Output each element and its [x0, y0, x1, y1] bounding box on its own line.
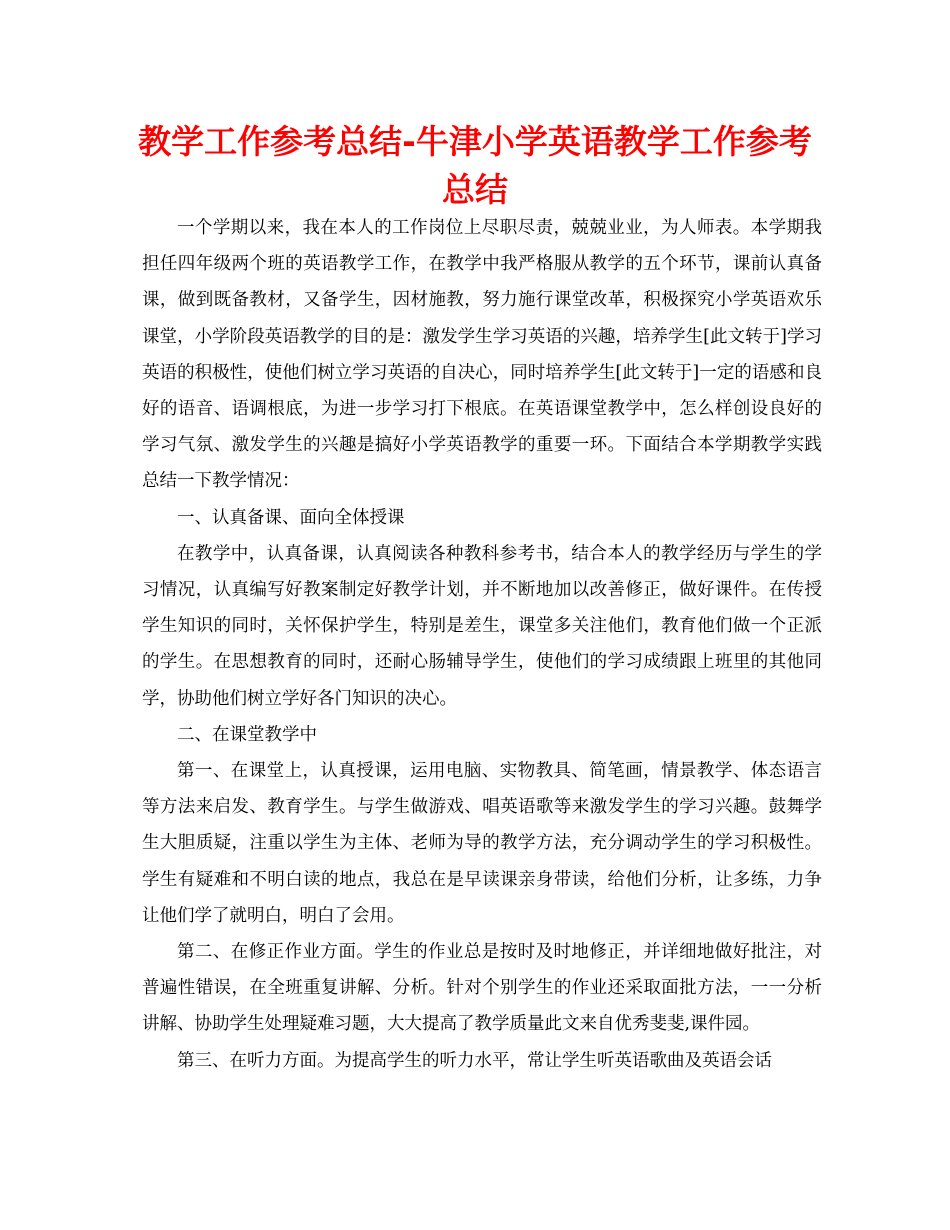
paragraph-lesson-prep: 在教学中，认真备课，认真阅读各种教科参考书，结合本人的教学经历与学生的学习情况，认真编写好教案制定好教学计划，并不断地加以改善修正，做好课件。在传授学生知识的同时，关怀保护学生，特别是差生，课堂多关注他们，教育他们做一个正派的学生。在思想教育的同时，还耐心肠辅导学生，使他们的学习成绩跟上班里的其他同学，协助他们树立学好各门知识的决心。: [142, 543, 822, 709]
paragraph-classroom: 第一、在课堂上，认真授课，运用电脑、实物教具、简笔画，情景教学、体态语言等方法来启发、教育学生。与学生做游戏、唱英语歌等来激发学生的学习兴趣。鼓舞学生大胆质疑，注重以学生为主体、老师为导的教学方法，充分调动学生的学习积极性。学生有疑难和不明白读的地点，我总在是早读课亲身带读，给他们分析，让多练，力争让他们学了就明白，明白了会用。: [142, 761, 822, 926]
paragraph-homework: 第二、在修正作业方面。学生的作业总是按时及时地修正，并详细地做好批注，对普遍性错误，在全班重复讲解、分析。针对个别学生的作业还采取面批方法，一一分析讲解、协助学生处理疑难习题，大大提高了教学质量此文来自优秀斐斐,课件园。: [142, 942, 822, 1035]
document-body: [142, 210, 822, 1079]
section-heading-2: 二、在课堂教学中: [177, 724, 317, 745]
paragraph-intro: 一个学期以来，我在本人的工作岗位上尽职尽责，兢兢业业，为人师表。本学期我担任四年级两个班的英语教学工作，在教学中我严格服从教学的五个环节，课前认真备课，做到既备教材，又备学生，因材施教，努力施行课堂改革，积极探究小学英语欢乐课堂，小学阶段英语教学的目的是：激发学生学习英语的兴趣，培养学生[此文转于]学习英语的积极性，使他们树立学习英语的自决心，同时培养学生[此文转于]一定的语感和良好的语音、语调根底，为进一步学习打下根底。在英语课堂教学中，怎么样创设良好的学习气氛、激发学生的兴趣是搞好小学英语教学的重要一环。下面结合本学期教学实践总结一下教学情况：: [142, 218, 822, 492]
document-title: 教学工作参考总结-牛津小学英语教学工作参考总结: [138, 122, 812, 209]
paragraph-listening: 第三、在听力方面。为提高学生的听力水平，常让学生听英语歌曲及英语会话: [177, 1050, 772, 1071]
section-heading-1: 一、认真备课、面向全体授课: [177, 507, 405, 528]
